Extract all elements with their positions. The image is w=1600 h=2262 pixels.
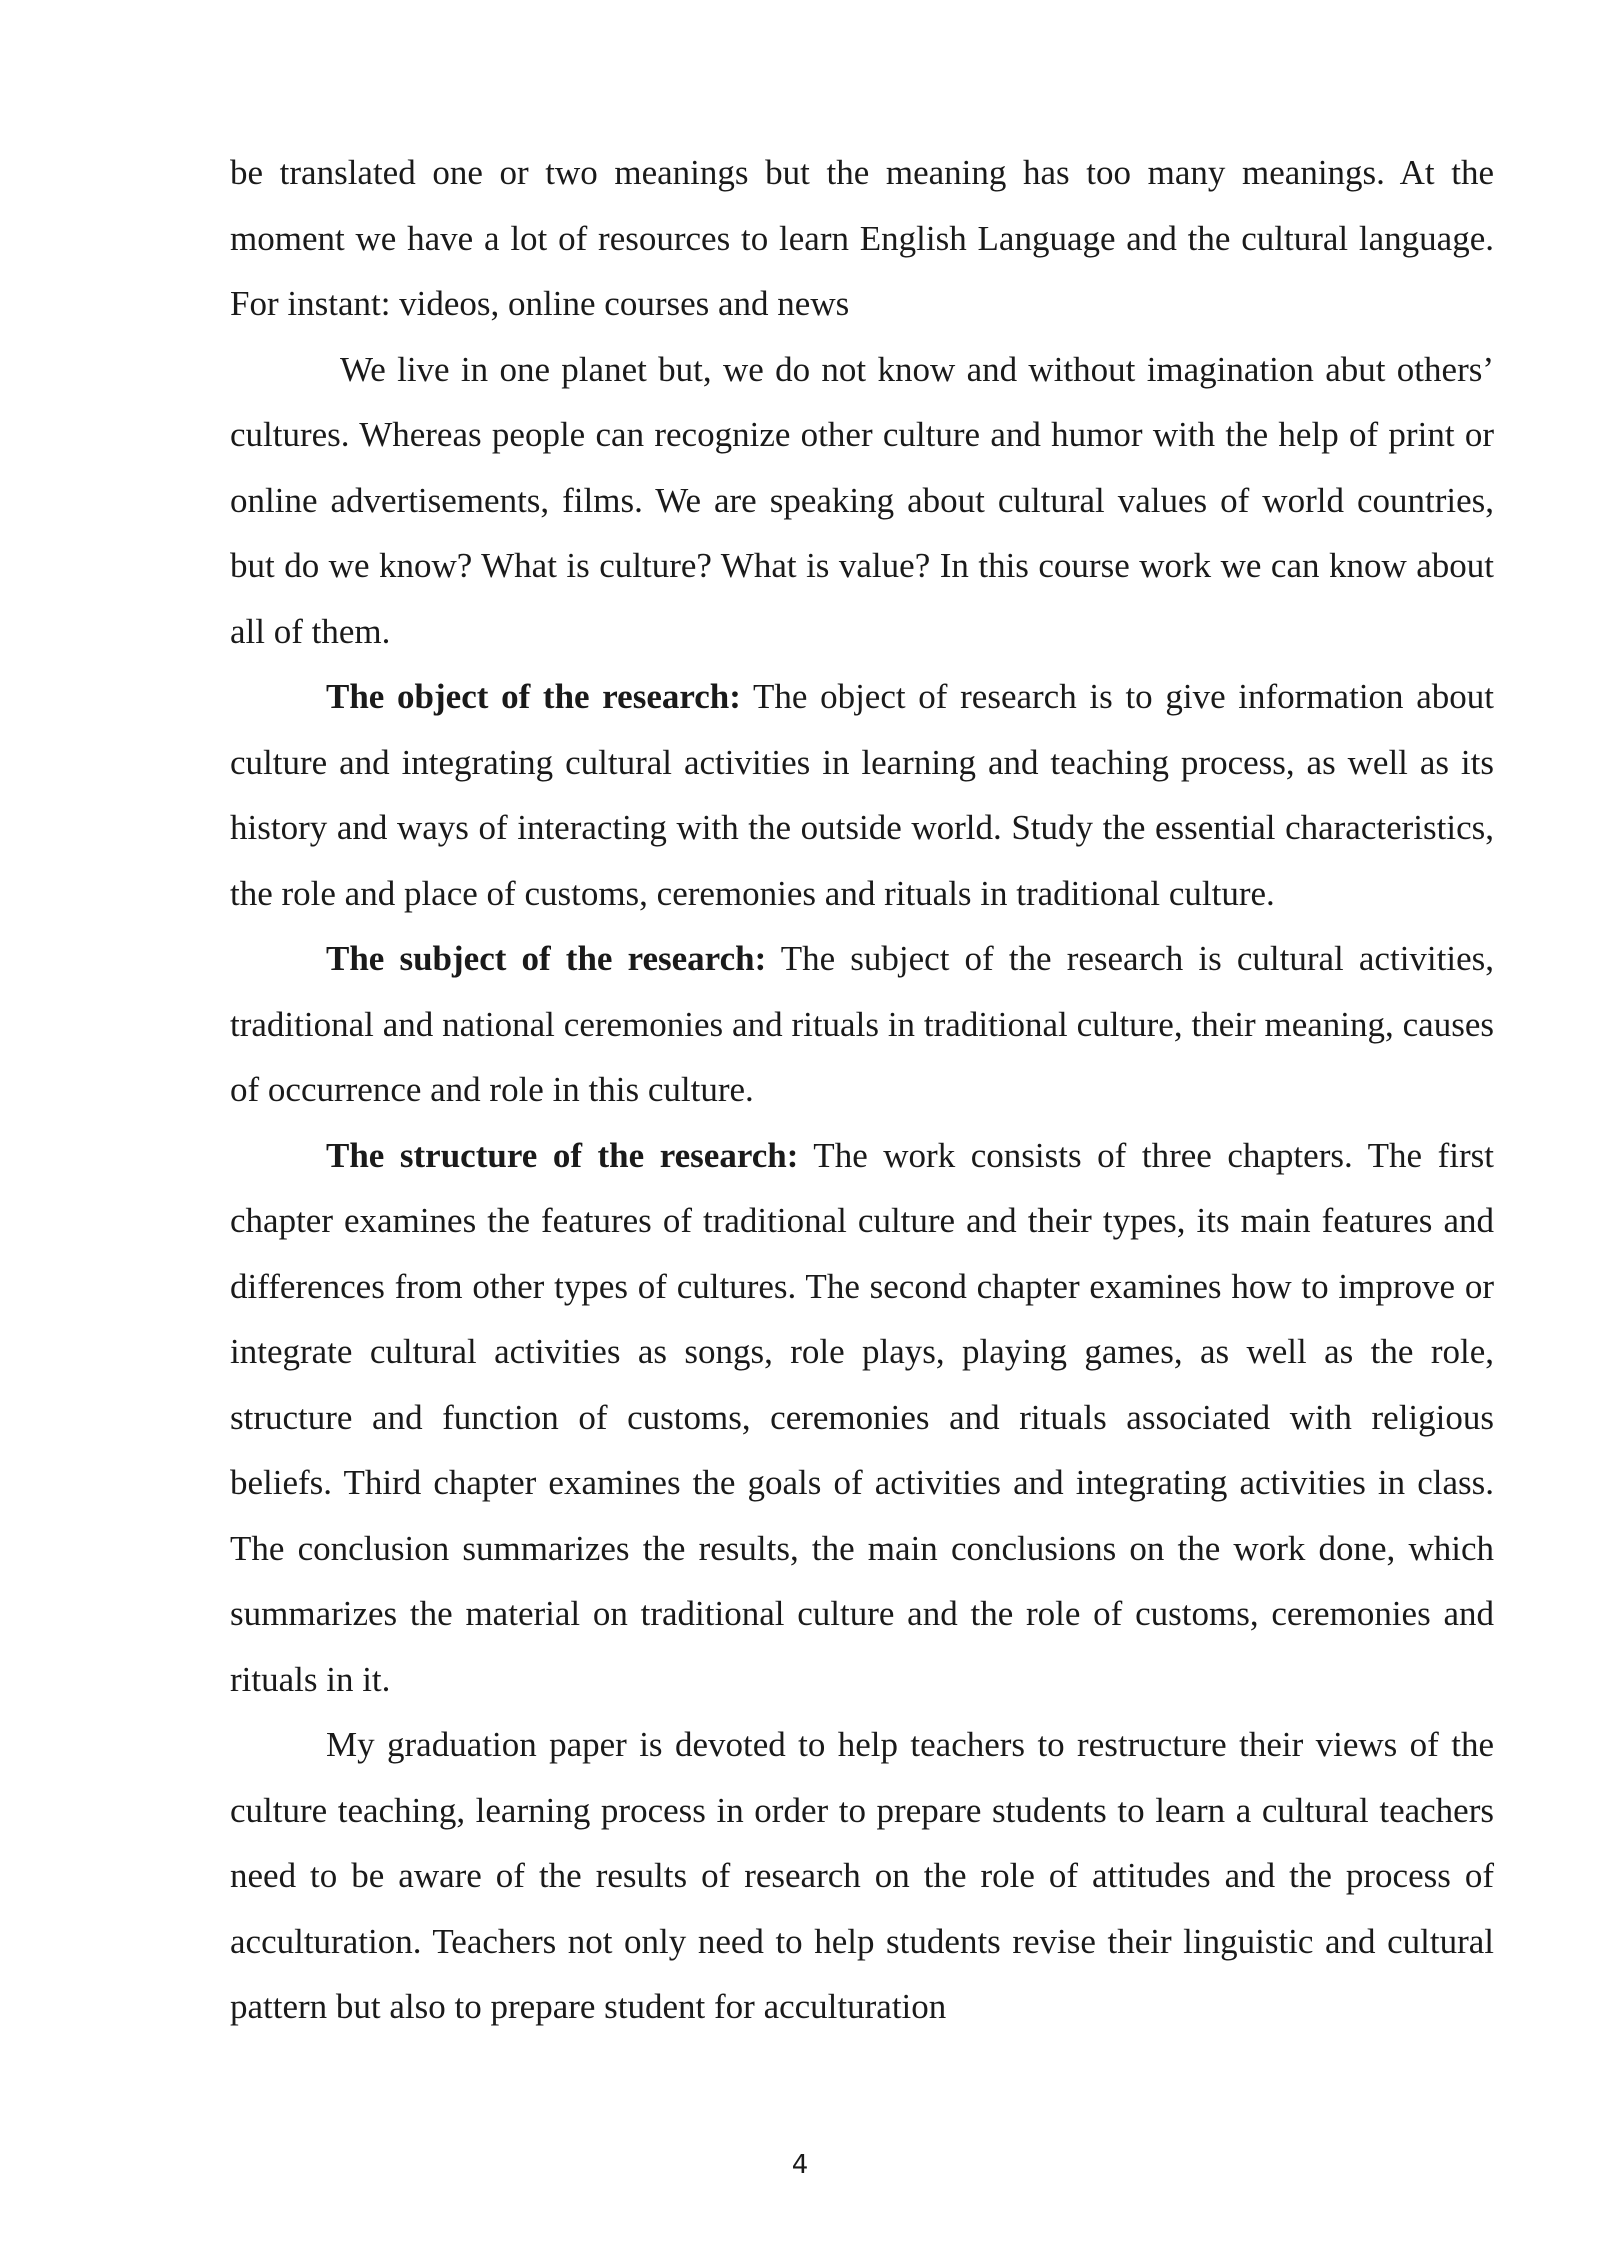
paragraph-heading: The subject of the research: — [326, 939, 767, 978]
paragraph-subject-of-research — [230, 926, 1494, 1123]
paragraph-text: My graduation paper is devoted to help teachers to restructure their views of the culture teaching, learning process in order to prepare students to learn a cultural teachers need to be aware of the results of research on the role of attitudes and the process of acculturation. Teachers not only need to help students revise their linguistic and cultural pattern but also to prepare student for acculturation — [230, 1725, 1494, 2026]
paragraph-graduation-paper — [230, 1712, 1494, 2040]
paragraph-continuation — [230, 140, 1494, 337]
paragraph-text: The work consists of three chapters. The first chapter examines the features of traditional culture and their types, its main features and differences from other types of cultures. The second chapter examines how to improve or integrate cultural activities as songs, role plays, playing games, as well as the role, structure and function of customs, ceremonies and rituals associated with religious beliefs. Third chapter examines the goals of activities and integrating activities in class. The conclusion summarizes the results, the main conclusions on the work done, which summarizes the material on traditional culture and the role of customs, ceremonies and rituals in it. — [230, 1135, 1494, 1699]
paragraph-structure-of-research — [230, 1123, 1494, 1713]
paragraph-text: The object of research is to give information about culture and integrating cultural activities in learning and teaching process, as well as its history and ways of interacting with the outside world. Study the essential characteristics, the role and place of customs, ceremonies and rituals in traditional culture. — [230, 677, 1494, 913]
paragraph-heading: The object of the research: — [326, 677, 741, 716]
paragraph-text: We live in one planet but, we do not know and without imagination abut others’ cultures. Whereas people can recognize other culture and humor with the help of print or online advertisements, films. We are speaking about cultural values of world countries, but do we know? What is culture? What is value? In this course work we can know about all of them. — [230, 349, 1494, 651]
paragraph-heading: The structure of the research: — [326, 1135, 799, 1175]
paragraph-text: The subject of the research is cultural activities, traditional and national ceremonies and rituals in traditional culture, their meaning, causes of occurrence and role in this culture. — [230, 939, 1494, 1109]
paragraph-object-of-research — [230, 664, 1494, 926]
document-body — [230, 140, 1494, 2040]
paragraph-planet — [230, 337, 1494, 665]
paragraph-text: be translated one or two meanings but the meaning has too many meanings. At the moment we have a lot of resources to learn English Language and the cultural language. For instant: videos, online courses and news — [230, 153, 1494, 323]
page-number: 4 — [791, 2150, 809, 2180]
